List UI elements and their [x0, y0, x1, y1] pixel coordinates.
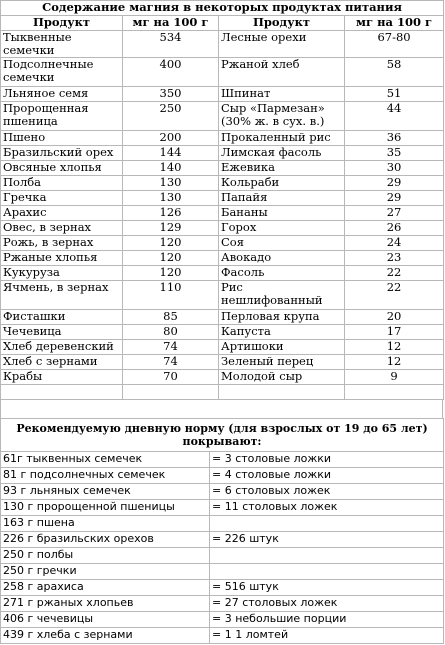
magnesium-value: 130: [123, 191, 219, 206]
magnesium-value: 24: [345, 236, 444, 251]
magnesium-value: 17: [345, 325, 444, 340]
table-row: [1, 31, 444, 58]
table-row: [1, 58, 444, 87]
product-name: Молодой сыр: [219, 370, 345, 385]
product-name: Кукуруза: [1, 266, 123, 281]
blank-cell: [123, 385, 219, 400]
daily-norm-equivalent: = 3 небольшие порции: [210, 612, 444, 628]
table-row: [1, 236, 444, 251]
magnesium-value: 400: [123, 58, 219, 87]
magnesium-value: 144: [123, 146, 219, 161]
table-row: [1, 266, 444, 281]
table-row: [1, 340, 444, 355]
product-name: Овес, в зернах: [1, 221, 123, 236]
daily-norm-amount: 61г тыквенных семечек: [1, 452, 210, 468]
daily-norm-amount: 130 г пророщенной пшеницы: [1, 500, 210, 516]
blank-cell: [219, 385, 345, 400]
daily-norm-title: Рекомендуемую дневную норму (для взрослых от 19 до 65 лет) покрывают:: [1, 419, 444, 452]
magnesium-value: 51: [345, 87, 444, 102]
product-name: Зеленый перец: [219, 355, 345, 370]
magnesium-value: 36: [345, 131, 444, 146]
daily-norm-amount: 81 г подсолнечных семечек: [1, 468, 210, 484]
product-name: Овсяные хлопья: [1, 161, 123, 176]
daily-norm-amount: 226 г бразильских орехов: [1, 532, 210, 548]
daily-norm-row: [1, 468, 444, 484]
daily-norm-table: [0, 418, 444, 644]
magnesium-value: 26: [345, 221, 444, 236]
product-name: Авокадо: [219, 251, 345, 266]
product-name: Льняное семя: [1, 87, 123, 102]
product-name: Кольраби: [219, 176, 345, 191]
daily-norm-equivalent: [210, 548, 444, 564]
product-name: Крабы: [1, 370, 123, 385]
magnesium-value: 130: [123, 176, 219, 191]
product-name: Папайя: [219, 191, 345, 206]
magnesium-value: 23: [345, 251, 444, 266]
daily-norm-amount: 250 г полбы: [1, 548, 210, 564]
product-name: Бразильский орех: [1, 146, 123, 161]
product-name: Рожь, в зернах: [1, 236, 123, 251]
magnesium-value: 140: [123, 161, 219, 176]
daily-norm-equivalent: = 4 столовые ложки: [210, 468, 444, 484]
magnesium-value: 67-80: [345, 31, 444, 58]
daily-norm-equivalent: = 226 штук: [210, 532, 444, 548]
magnesium-value: 85: [123, 310, 219, 325]
magnesium-value: 29: [345, 176, 444, 191]
table-row: [1, 325, 444, 340]
table-row: [1, 221, 444, 236]
daily-norm-equivalent: = 3 столовые ложки: [210, 452, 444, 468]
product-name: Ржаной хлеб: [219, 58, 345, 87]
magnesium-value: 74: [123, 355, 219, 370]
product-name: Артишоки: [219, 340, 345, 355]
product-name: Фисташки: [1, 310, 123, 325]
daily-norm-equivalent: = 27 столовых ложек: [210, 596, 444, 612]
magnesium-value: 534: [123, 31, 219, 58]
magnesium-value: 129: [123, 221, 219, 236]
table-row: [1, 310, 444, 325]
table-title-row: [1, 1, 444, 16]
table-row: [1, 146, 444, 161]
daily-norm-row: [1, 532, 444, 548]
daily-norm-equivalent: = 6 столовых ложек: [210, 484, 444, 500]
daily-norm-equivalent: [210, 516, 444, 532]
magnesium-value: 22: [345, 281, 444, 310]
product-name: Лимская фасоль: [219, 146, 345, 161]
product-name: Полба: [1, 176, 123, 191]
blank-row: [1, 385, 444, 400]
product-name: Соя: [219, 236, 345, 251]
daily-norm-row: [1, 580, 444, 596]
table-row: [1, 176, 444, 191]
blank-cell: [1, 385, 123, 400]
daily-norm-table-body: [1, 452, 444, 644]
product-name: Гречка: [1, 191, 123, 206]
table-row: [1, 206, 444, 221]
daily-norm-row: [1, 500, 444, 516]
table-row: [1, 87, 444, 102]
header-mg-2: мг на 100 г: [345, 16, 444, 31]
product-name: Арахис: [1, 206, 123, 221]
magnesium-value: 30: [345, 161, 444, 176]
table-gap: [0, 400, 443, 418]
daily-norm-amount: 271 г ржаных хлопьев: [1, 596, 210, 612]
magnesium-value: 250: [123, 102, 219, 131]
product-name: Бананы: [219, 206, 345, 221]
magnesium-value: 80: [123, 325, 219, 340]
table-row: [1, 251, 444, 266]
daily-norm-equivalent: [210, 564, 444, 580]
product-name: Ржаные хлопья: [1, 251, 123, 266]
magnesium-value: 29: [345, 191, 444, 206]
magnesium-value: 120: [123, 236, 219, 251]
magnesium-value: 27: [345, 206, 444, 221]
product-name: Горох: [219, 221, 345, 236]
product-name: Хлеб деревенский: [1, 340, 123, 355]
table-row: [1, 281, 444, 310]
daily-norm-row: [1, 452, 444, 468]
daily-norm-equivalent: = 11 столовых ложек: [210, 500, 444, 516]
table-row: [1, 131, 444, 146]
product-name: Пшено: [1, 131, 123, 146]
table-row: [1, 161, 444, 176]
product-name: Фасоль: [219, 266, 345, 281]
magnesium-value: 200: [123, 131, 219, 146]
product-name: Капуста: [219, 325, 345, 340]
daily-norm-equivalent: = 516 штук: [210, 580, 444, 596]
product-name: Пророщенная пшеница: [1, 102, 123, 131]
magnesium-value: 74: [123, 340, 219, 355]
product-name: Сыр «Пармезан» (30% ж. в сух. в.): [219, 102, 345, 131]
product-name: Ячмень, в зернах: [1, 281, 123, 310]
magnesium-value: 44: [345, 102, 444, 131]
magnesium-value: 126: [123, 206, 219, 221]
table-row: [1, 370, 444, 385]
header-row: [1, 16, 444, 31]
magnesium-value: 120: [123, 251, 219, 266]
header-product-1: Продукт: [1, 16, 123, 31]
product-name: Прокаленный рис: [219, 131, 345, 146]
product-name: Шпинат: [219, 87, 345, 102]
product-name: Ежевика: [219, 161, 345, 176]
daily-norm-amount: 250 г гречки: [1, 564, 210, 580]
daily-norm-row: [1, 516, 444, 532]
magnesium-value: 110: [123, 281, 219, 310]
product-name: Перловая крупа: [219, 310, 345, 325]
daily-norm-row: [1, 612, 444, 628]
magnesium-table-body: [1, 31, 444, 385]
table-row: [1, 191, 444, 206]
product-name: Лесные орехи: [219, 31, 345, 58]
magnesium-value: 9: [345, 370, 444, 385]
magnesium-value: 22: [345, 266, 444, 281]
product-name: Чечевица: [1, 325, 123, 340]
header-mg-1: мг на 100 г: [123, 16, 219, 31]
daily-norm-row: [1, 596, 444, 612]
magnesium-value: 12: [345, 355, 444, 370]
magnesium-value: 12: [345, 340, 444, 355]
daily-norm-amount: 406 г чечевицы: [1, 612, 210, 628]
table-row: [1, 102, 444, 131]
magnesium-value: 20: [345, 310, 444, 325]
blank-cell: [345, 385, 444, 400]
product-name: Рис нешлифованный: [219, 281, 345, 310]
daily-norm-title-row: [1, 419, 444, 452]
product-name: Хлеб с зернами: [1, 355, 123, 370]
table-title: Содержание магния в некоторых продуктах питания: [1, 1, 444, 16]
daily-norm-row: [1, 564, 444, 580]
daily-norm-equivalent: = 1 1 ломтей: [210, 628, 444, 644]
header-product-2: Продукт: [219, 16, 345, 31]
magnesium-value: 58: [345, 58, 444, 87]
daily-norm-row: [1, 548, 444, 564]
magnesium-value: 35: [345, 146, 444, 161]
product-name: Тыквенные семечки: [1, 31, 123, 58]
table-row: [1, 355, 444, 370]
daily-norm-amount: 258 г арахиса: [1, 580, 210, 596]
magnesium-value: 120: [123, 266, 219, 281]
daily-norm-row: [1, 484, 444, 500]
daily-norm-amount: 93 г льняных семечек: [1, 484, 210, 500]
daily-norm-row: [1, 628, 444, 644]
daily-norm-amount: 163 г пшена: [1, 516, 210, 532]
magnesium-value: 70: [123, 370, 219, 385]
magnesium-value: 350: [123, 87, 219, 102]
daily-norm-amount: 439 г хлеба с зернами: [1, 628, 210, 644]
product-name: Подсолнечные семечки: [1, 58, 123, 87]
